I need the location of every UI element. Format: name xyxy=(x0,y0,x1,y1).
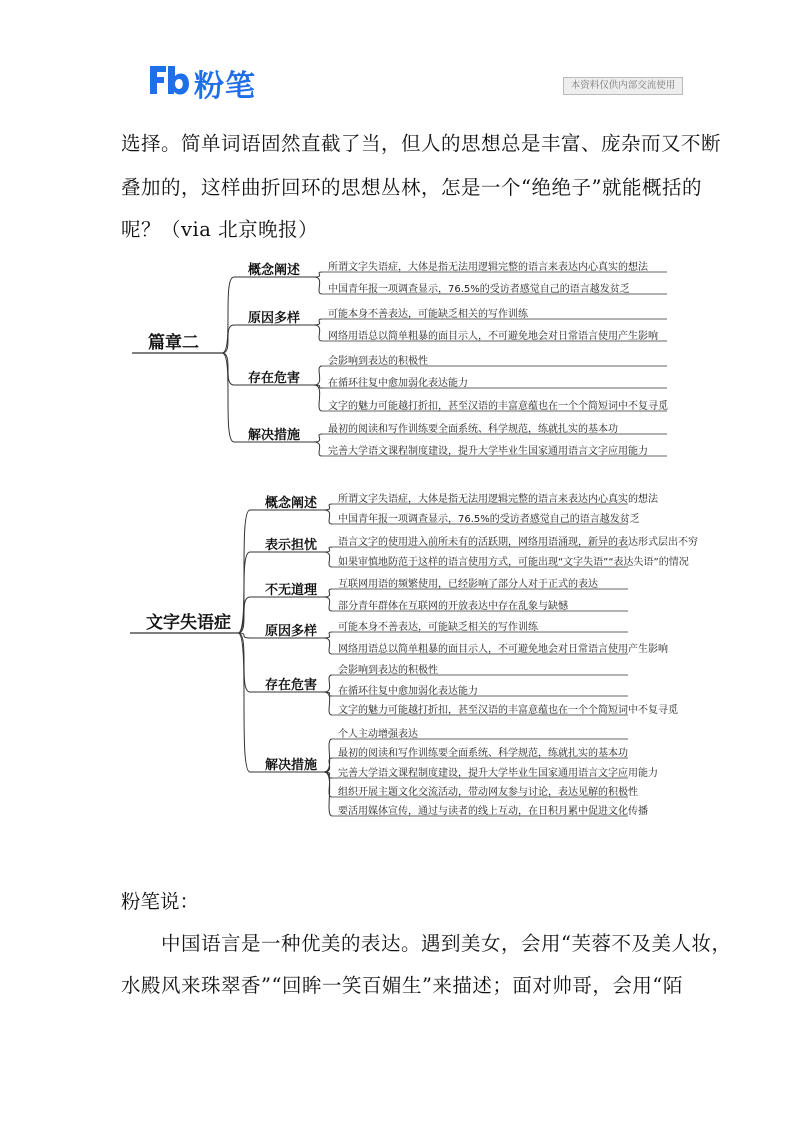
mindmap-leaf: 网络用语总以简单粗暴的面目示人，不可避免地会对日常语言使用产生影响 xyxy=(328,331,658,342)
mindmap-leaf: 在循环往复中愈加弱化表达能力 xyxy=(338,686,478,697)
mindmap-leaf: 完善大学语文课程制度建设，提升大学毕业生国家通用语言文字应用能力 xyxy=(328,446,648,457)
mindmap-leaf: 中国青年报一项调查显示，76.5%的受访者感觉自己的语言越发贫乏 xyxy=(328,284,630,295)
mindmap-leaf: 部分青年群体在互联网的开放表达中存在乱象与缺憾 xyxy=(338,601,568,612)
mindmap-leaf: 互联网用语的频繁使用，已经影响了部分人对于正式的表达 xyxy=(338,579,598,590)
mindmap-branch-label: 表示担忧 xyxy=(265,538,318,553)
mindmap-root: 文字失语症 xyxy=(146,613,231,633)
mindmap-branch-label: 原因多样 xyxy=(248,311,301,326)
mindmap-leaf: 文字的魅力可能越打折扣，甚至汉语的丰富意蕴也在一个个简短词中不复寻觅 xyxy=(338,705,678,716)
connector-curve xyxy=(324,589,332,597)
connector-curve xyxy=(324,638,332,654)
connector-curve xyxy=(324,504,332,510)
connector-curve xyxy=(324,547,332,552)
mindmap-leaf: 如果审慎地防范于这样的语言使用方式，可能出现“文字失语”“表达失语”的情况 xyxy=(338,557,689,568)
mindmap-leaf: 所谓文字失语症，大体是指无法用逻辑完整的语言来表达内心真实的想法 xyxy=(338,494,658,505)
mindmap-leaf: 组织开展主题文化交流活动，带动网友参与讨论，表达见解的积极性 xyxy=(338,787,638,798)
mindmap-leaf: 语言文字的使用进入前所未有的活跃期，网络用语涌现，新异的表达形式层出不穷 xyxy=(338,537,698,548)
connector-curve xyxy=(324,692,332,715)
connector-curve xyxy=(324,772,332,816)
connector-curve xyxy=(324,552,332,567)
brand-logo-text: 粉笔 xyxy=(194,69,256,104)
mindmap-leaf: 最初的阅读和写作训练要全面系统、科学规范，练就扎实的基本功 xyxy=(338,748,628,759)
mindmap-leaf: 在循环往复中愈加弱化表达能力 xyxy=(328,378,468,389)
mindmap-leaf: 文字的魅力可能越打折扣，甚至汉语的丰富意蕴也在一个个简短词中不复寻觅 xyxy=(328,401,668,412)
connector-curve xyxy=(324,739,332,772)
mindmap-leaf: 会影响到表达的积极性 xyxy=(338,665,438,676)
mindmap-root: 篇章二 xyxy=(148,333,199,353)
mindmap-leaf: 最初的阅读和写作训练要全面系统、科学规范，练就扎实的基本功 xyxy=(328,424,618,435)
outro-line: 水殿风来珠翠香”“回眸一笑百媚生”来描述；面对帅哥，会用“陌 xyxy=(121,974,683,997)
mindmap-leaf: 可能本身不善表达，可能缺乏相关的写作训练 xyxy=(338,622,538,633)
mindmap-leaf: 所谓文字失语症，大体是指无法用逻辑完整的语言来表达内心真实的想法 xyxy=(328,262,648,273)
mindmap-leaf: 完善大学语文课程制度建设，提升大学毕业生国家通用语言文字应用能力 xyxy=(338,768,658,779)
mindmap-leaf: 个人主动增强表达 xyxy=(338,729,418,740)
intro-line: 选择。简单词语固然直截了当，但人的思想总是丰富、庞杂而又不断 xyxy=(121,132,722,155)
mindmap-branch-label: 存在危害 xyxy=(265,678,318,693)
mindmap-leaf: 会影响到表达的积极性 xyxy=(328,356,428,367)
mindmap-leaf: 要活用媒体宣传，通过与读者的线上互动，在日积月累中促进文化传播 xyxy=(338,806,648,817)
connector-curve xyxy=(324,510,332,524)
mindmap-branch-label: 存在危害 xyxy=(248,371,301,386)
intro-line: 叠加的，这样曲折回环的思想丛林，怎是一个“绝绝子”就能概括的 xyxy=(121,176,702,199)
connector-curve xyxy=(324,675,332,692)
connector-curve xyxy=(324,632,332,638)
mindmap-leaf: 可能本身不善表达，可能缺乏相关的写作训练 xyxy=(328,309,528,320)
mindmap-branch-label: 原因多样 xyxy=(265,624,318,639)
mindmap-branch-label: 不无道理 xyxy=(265,583,318,598)
watermark-badge: 本资料仅供内部交流使用 xyxy=(563,77,683,95)
mindmap-branch-label: 概念阐述 xyxy=(265,496,318,511)
section-heading: 粉笔说： xyxy=(121,890,200,913)
mindmap-leaf: 中国青年报一项调查显示，76.5%的受访者感觉自己的语言越发贫乏 xyxy=(338,514,640,525)
mindmap-leaf: 网络用语总以简单粗暴的面目示人，不可避免地会对日常语言使用产生影响 xyxy=(338,644,668,655)
mindmap-branch-label: 概念阐述 xyxy=(248,263,301,278)
intro-line: 呢？（via 北京晚报） xyxy=(121,218,319,241)
outro-line: 中国语言是一种优美的表达。遇到美女，会用“芙蓉不及美人妆， xyxy=(121,932,732,955)
mindmap-branch-label: 解决措施 xyxy=(248,428,301,443)
connector-curve xyxy=(324,597,332,611)
mindmap-branch-label: 解决措施 xyxy=(265,758,318,773)
